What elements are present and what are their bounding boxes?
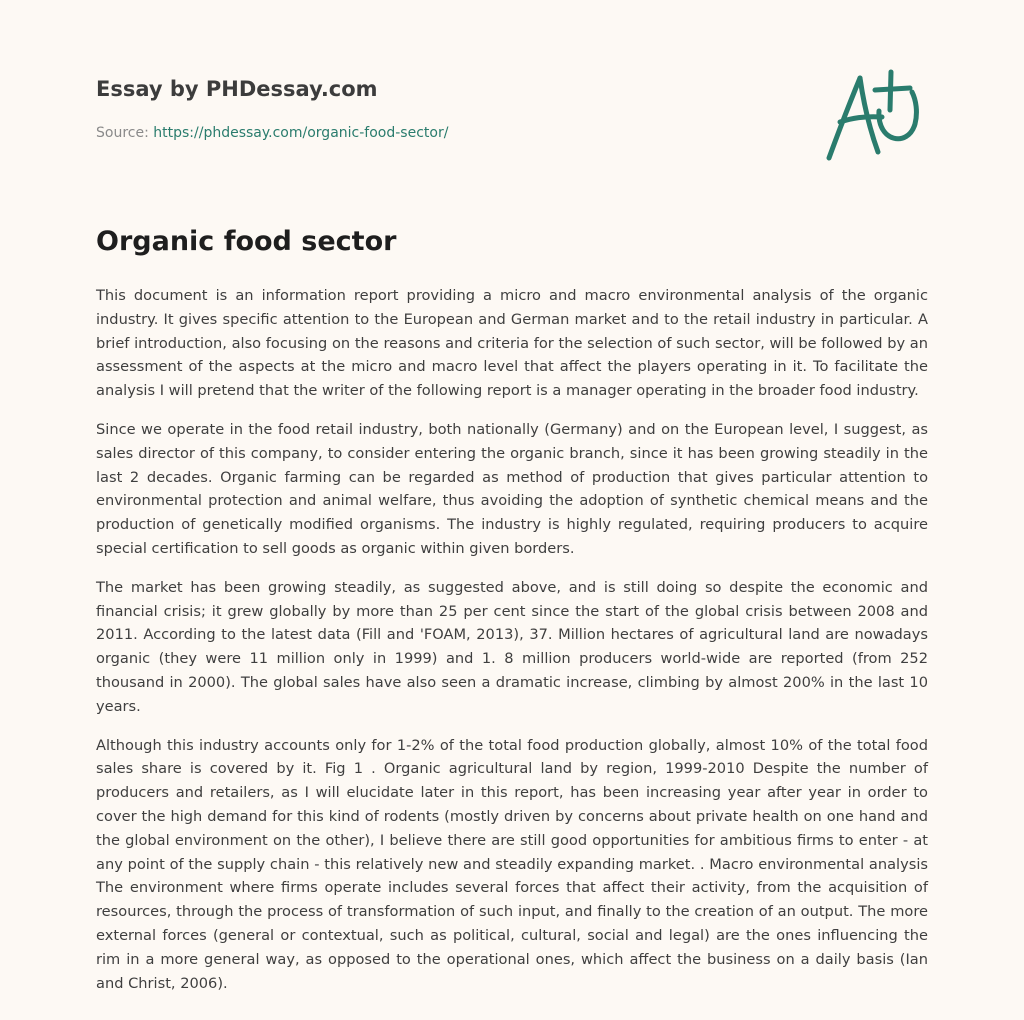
article-body: [96, 284, 928, 1010]
source-line: [96, 125, 448, 141]
paragraph: This document is an information report providing a micro and macro environmental analysis of the organic industry. It gives specific attention to the European and German market and to the retail industry in particular. A brief introduction, also focusing on the reasons and criteria for the selection of such sector, will be followed by an assessment of the aspects at the micro and macro level that affect the players operating in it. To facilitate the analysis I will pretend that the writer of the following report is a manager operating in the broader food industry.: [96, 287, 928, 400]
paragraph: The market has been growing steadily, as suggested above, and is still doing so despite the economic and financial crisis; it grew globally by more than 25 per cent since the start of the global crisis between 2008 and 2011. According to the latest data (Fill and 'FOAM, 2013), 37. Million hectares of agricultural land are nowadays organic (they were 11 million only in 1999) and 1. 8 million producers world-wide are reported (from 252 thousand in 2000). The global sales have also seen a dramatic increase, climbing by almost 200% in the last 10 years.: [96, 578, 928, 715]
source-link[interactable]: https://phdessay.com/organic-food-sector/: [153, 125, 449, 141]
a-plus-logo-icon: [826, 66, 926, 166]
paragraph: Since we operate in the food retail industry, both nationally (Germany) and on the European level, I suggest, as sales director of this company, to consider entering the organic branch, since it has been growing steadily in the last 2 decades. Organic farming can be regarded as method of production that gives particular attention to environmental protection and animal welfare, thus avoiding the adoption of synthetic chemical means and the production of genetically modified organisms. The industry is highly regulated, requiring producers to acquire special certification to sell goods as organic within given borders.: [96, 420, 928, 557]
page-title: Organic food sector: [96, 226, 397, 257]
paragraph: Although this industry accounts only for 1-2% of the total food production globally, almost 10% of the total food sales share is covered by it. Fig 1 . Organic agricultural land by region, 1999-2010 Despite the number of producers and retailers, as I will elucidate later in this report, has been increasing year after year in order to cover the high demand for this kind of rodents (mostly driven by concerns about private health on one hand and the global environment on the other), I believe there are still good opportunities for ambitious firms to enter - at any point of the supply chain - this relatively new and steadily expanding market. . Macro environmental analysis The environment where firms operate includes several forces that affect their activity, from the acquisition of resources, through the process of transformation of such input, and finally to the creation of an output. The more external forces (general or contextual, such as political, cultural, social and legal) are the ones influencing the rim in a more general way, as opposed to the operational ones, which affect the business on a daily basis (Ian and Christ, 2006).: [96, 736, 928, 992]
source-label: Source:: [96, 125, 154, 141]
brand-title: Essay by PHDessay.com: [96, 77, 378, 101]
